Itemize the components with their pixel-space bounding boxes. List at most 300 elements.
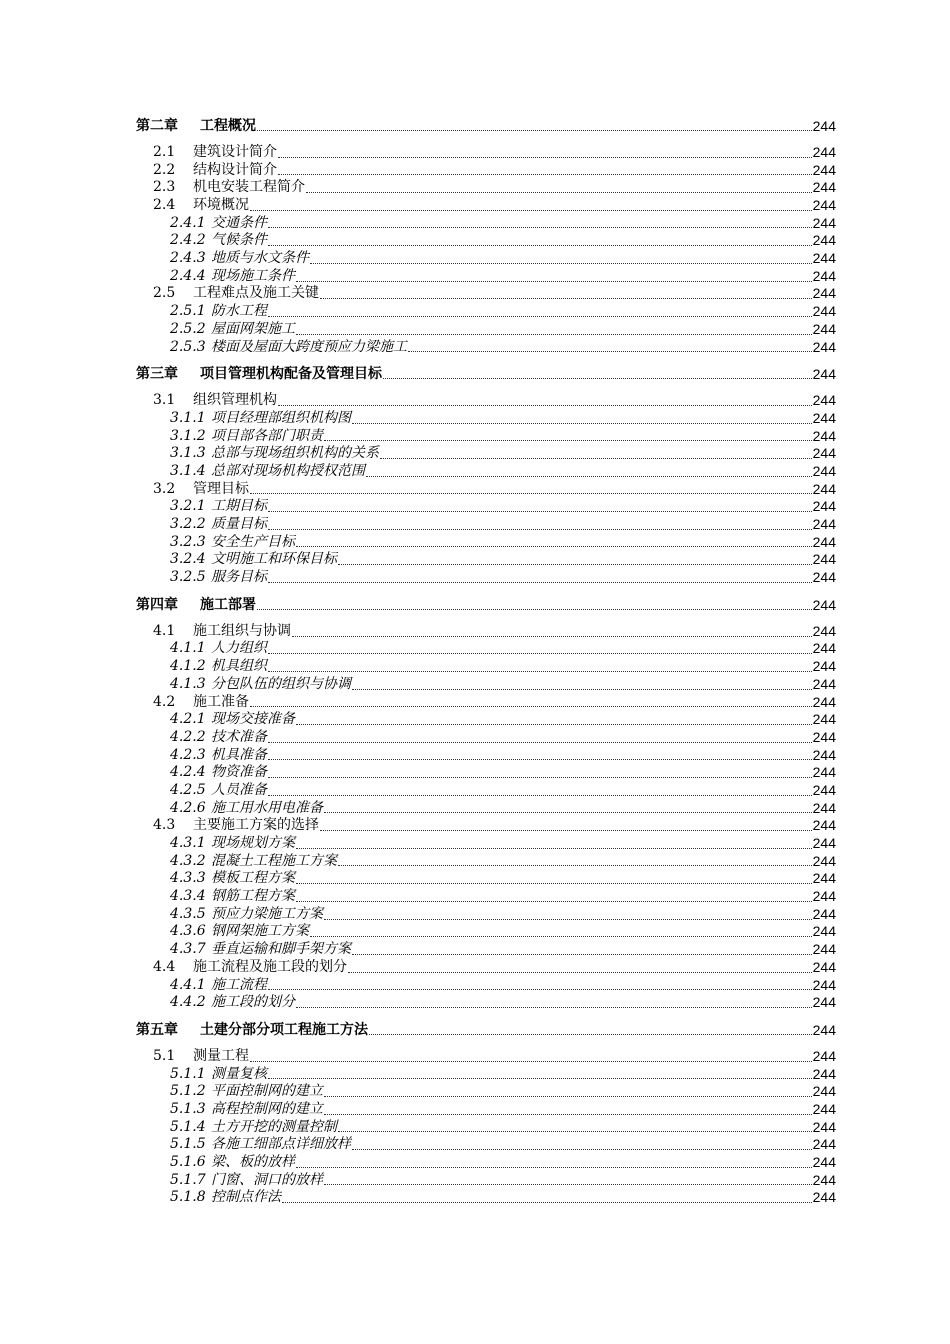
dot-leader xyxy=(268,988,812,990)
toc-entry-number: 4.2.1 xyxy=(170,711,206,728)
toc-entry-number: 2.5.3 xyxy=(170,338,206,355)
toc-entry-sub[interactable] xyxy=(136,303,836,321)
toc-entry-label xyxy=(136,365,382,383)
toc-entry-number: 5.1 xyxy=(153,1047,176,1064)
dot-leader xyxy=(268,1077,812,1079)
toc-entry-sec[interactable] xyxy=(136,162,836,180)
toc-entry-sec[interactable] xyxy=(136,197,836,215)
dot-leader xyxy=(268,510,812,512)
toc-entry-label xyxy=(136,1021,368,1039)
toc-entry-sub[interactable] xyxy=(136,428,836,446)
toc-entry-label xyxy=(170,658,267,676)
toc-entry-title: 钢筋工程方案 xyxy=(211,888,295,905)
dot-leader xyxy=(278,173,812,175)
toc-entry-title: 楼面及屋面大跨度预应力梁施工 xyxy=(211,338,407,355)
toc-entry-sub[interactable] xyxy=(136,764,836,782)
toc-entry-page-number: 244 xyxy=(812,161,836,178)
dot-leader xyxy=(352,422,812,424)
toc-entry-sec[interactable] xyxy=(136,1048,836,1066)
toc-entry-number: 4.1.1 xyxy=(170,640,206,657)
toc-entry-page-number: 244 xyxy=(812,1083,836,1100)
toc-entry-number: 第三章 xyxy=(136,366,178,383)
toc-entry-page-number: 244 xyxy=(812,1047,836,1064)
toc-entry-sub[interactable] xyxy=(136,1101,836,1119)
toc-entry-page-number: 244 xyxy=(812,1189,836,1206)
toc-entry-page-number: 244 xyxy=(812,596,836,613)
toc-entry-number: 4.3 xyxy=(153,817,176,834)
toc-entry-sub[interactable] xyxy=(136,268,836,286)
toc-entry-number: 2.1 xyxy=(153,143,176,160)
dot-leader xyxy=(352,953,812,955)
toc-entry-number: 4.2.3 xyxy=(170,746,206,763)
dot-leader xyxy=(324,1095,812,1097)
dot-leader xyxy=(268,244,812,246)
toc-entry-sub[interactable] xyxy=(136,870,836,888)
toc-entry-sub[interactable] xyxy=(136,941,836,959)
toc-entry-label xyxy=(170,676,351,694)
dot-leader xyxy=(257,129,812,131)
toc-entry-label xyxy=(153,959,347,977)
toc-entry-label xyxy=(153,817,319,835)
toc-entry-sub[interactable] xyxy=(136,800,836,818)
toc-entry-title: 现场规划方案 xyxy=(211,835,295,852)
toc-entry-number: 4.1.3 xyxy=(170,675,206,692)
toc-entry-page-number: 244 xyxy=(812,462,836,479)
dot-leader xyxy=(320,829,812,831)
toc-entry-sub[interactable] xyxy=(136,516,836,534)
dot-leader xyxy=(268,652,812,654)
toc-entry-number: 第二章 xyxy=(136,118,178,134)
toc-entry-title: 施工准备 xyxy=(193,693,249,710)
toc-entry-page-number: 244 xyxy=(812,320,836,337)
toc-entry-number: 3.2.1 xyxy=(170,498,206,515)
toc-entry-sub[interactable] xyxy=(136,994,836,1012)
toc-entry-title: 混凝土工程施工方案 xyxy=(211,852,337,869)
toc-entry-title: 总部与现场组织机构的关系 xyxy=(211,445,379,462)
toc-entry-number: 5.1.8 xyxy=(170,1189,206,1206)
toc-entry-title: 施工用水用电准备 xyxy=(211,799,323,816)
toc-entry-sub[interactable] xyxy=(136,1189,836,1207)
dot-leader xyxy=(348,971,812,973)
toc-entry-number: 4.3.6 xyxy=(170,923,206,940)
dot-leader xyxy=(369,1033,812,1035)
toc-entry-title: 门窗、洞口的放样 xyxy=(211,1171,323,1188)
dot-leader xyxy=(296,882,812,884)
toc-entry-title: 分包队伍的组织与协调 xyxy=(211,675,351,692)
toc-entry-title: 人员准备 xyxy=(211,781,267,798)
toc-entry-title: 项目经理部组织机构图 xyxy=(211,409,351,426)
toc-entry-page-number: 244 xyxy=(812,1100,836,1117)
toc-entry-title: 工期目标 xyxy=(211,498,267,515)
toc-entry-title: 工程概况 xyxy=(200,118,256,134)
toc-entry-label xyxy=(170,800,323,818)
dot-leader xyxy=(292,635,812,637)
toc-entry-number: 4.4 xyxy=(153,958,176,975)
toc-entry-number: 2.5.1 xyxy=(170,303,206,320)
toc-entry-page-number: 244 xyxy=(812,551,836,568)
dot-leader xyxy=(268,741,812,743)
dot-leader xyxy=(278,404,812,406)
toc-entry-page-number: 244 xyxy=(812,143,836,160)
toc-entry-number: 2.5.2 xyxy=(170,320,206,337)
toc-entry-title: 屋面网架施工 xyxy=(211,320,295,337)
toc-entry-page-number: 244 xyxy=(812,622,836,639)
toc-entry-title: 服务目标 xyxy=(211,569,267,586)
toc-entry-sec[interactable] xyxy=(136,286,836,304)
toc-entry-page-number: 244 xyxy=(812,1136,836,1153)
toc-entry-number: 2.5 xyxy=(153,285,176,302)
dot-leader xyxy=(250,209,812,211)
toc-entry-sub[interactable] xyxy=(136,924,836,942)
toc-entry-title: 施工段的划分 xyxy=(211,994,295,1011)
toc-entry-title: 施工部署 xyxy=(200,596,256,613)
toc-entry-number: 4.1.2 xyxy=(170,658,206,675)
toc-entry-sec[interactable] xyxy=(136,144,836,162)
dot-leader xyxy=(324,811,812,813)
toc-entry-number: 3.2.2 xyxy=(170,516,206,533)
toc-entry-sub[interactable] xyxy=(136,410,836,428)
toc-entry-title: 控制点作法 xyxy=(211,1189,281,1206)
toc-entry-label xyxy=(153,1048,249,1066)
toc-entry-label xyxy=(170,640,267,658)
toc-entry-sec[interactable] xyxy=(136,817,836,835)
toc-entry-title: 梁、板的放样 xyxy=(211,1154,295,1171)
toc-entry-number: 3.2.5 xyxy=(170,569,206,586)
toc-entry-title: 预应力梁施工方案 xyxy=(211,905,323,922)
toc-entry-label xyxy=(170,764,267,782)
toc-entry-number: 2.4.3 xyxy=(170,250,206,267)
toc-entry-number: 3.2.4 xyxy=(170,551,206,568)
toc-entry-title: 物资准备 xyxy=(211,764,267,781)
toc-entry-number: 5.1.5 xyxy=(170,1136,206,1153)
toc-entry-title: 管理目标 xyxy=(193,480,249,497)
toc-entry-label xyxy=(170,516,267,534)
table-of-contents xyxy=(136,117,836,1207)
toc-entry-page-number: 244 xyxy=(812,746,836,763)
toc-entry-title: 主要施工方案的选择 xyxy=(193,817,319,834)
dot-leader xyxy=(268,581,812,583)
toc-entry-sub[interactable] xyxy=(136,445,836,463)
toc-entry-title: 土建分部分项工程施工方法 xyxy=(200,1021,368,1038)
dot-leader xyxy=(306,191,812,193)
toc-entry-page-number: 244 xyxy=(812,232,836,249)
toc-entry-title: 垂直运输和脚手架方案 xyxy=(211,941,351,958)
toc-entry-page-number: 244 xyxy=(812,285,836,302)
toc-entry-sub[interactable] xyxy=(136,906,836,924)
toc-entry-title: 环境概况 xyxy=(193,197,249,214)
dot-leader xyxy=(257,608,812,610)
toc-entry-number: 3.1.1 xyxy=(170,409,206,426)
toc-entry-label xyxy=(153,197,249,215)
toc-entry-chapter[interactable] xyxy=(136,1021,836,1039)
toc-entry-page-number: 244 xyxy=(812,179,836,196)
toc-entry-label xyxy=(170,410,351,428)
toc-entry-number: 5.1.4 xyxy=(170,1118,206,1135)
dot-leader xyxy=(250,705,812,707)
toc-entry-label xyxy=(170,268,295,286)
toc-entry-number: 4.3.7 xyxy=(170,941,206,958)
toc-entry-sec[interactable] xyxy=(136,392,836,410)
toc-entry-page-number: 244 xyxy=(812,941,836,958)
toc-entry-sub[interactable] xyxy=(136,463,836,481)
toc-entry-title: 各施工细部点详细放样 xyxy=(211,1136,351,1153)
toc-entry-title: 质量目标 xyxy=(211,516,267,533)
dot-leader xyxy=(250,492,812,494)
toc-entry-label xyxy=(170,1172,323,1190)
toc-entry-page-number: 244 xyxy=(812,994,836,1011)
dot-leader xyxy=(320,297,812,299)
toc-entry-number: 4.2.6 xyxy=(170,799,206,816)
toc-entry-title: 机具准备 xyxy=(211,746,267,763)
toc-entry-number: 3.1.3 xyxy=(170,445,206,462)
toc-entry-title: 防水工程 xyxy=(211,303,267,320)
toc-entry-label xyxy=(170,977,267,995)
dot-leader xyxy=(282,1201,812,1203)
toc-entry-title: 施工流程 xyxy=(211,976,267,993)
dot-leader xyxy=(324,439,812,441)
toc-entry-title: 结构设计简介 xyxy=(193,161,277,178)
toc-entry-sec[interactable] xyxy=(136,623,836,641)
toc-entry-page-number: 244 xyxy=(812,799,836,816)
toc-entry-sub[interactable] xyxy=(136,1119,836,1137)
dot-leader xyxy=(268,528,812,530)
toc-entry-sec[interactable] xyxy=(136,179,836,197)
toc-entry-label xyxy=(153,285,319,303)
toc-entry-page-number: 244 xyxy=(812,366,836,383)
toc-entry-sub[interactable] xyxy=(136,250,836,268)
toc-entry-sub[interactable] xyxy=(136,1154,836,1172)
toc-entry-number: 第四章 xyxy=(136,596,178,613)
toc-entry-sub[interactable] xyxy=(136,339,836,357)
toc-entry-sub[interactable] xyxy=(136,888,836,906)
dot-leader xyxy=(268,776,812,778)
toc-entry-label xyxy=(170,498,267,516)
toc-entry-title: 施工组织与协调 xyxy=(193,622,291,639)
toc-entry-page-number: 244 xyxy=(812,250,836,267)
dot-leader xyxy=(324,1183,812,1185)
toc-entry-title: 现场施工条件 xyxy=(211,267,295,284)
toc-entry-page-number: 244 xyxy=(812,533,836,550)
toc-entry-label xyxy=(153,144,277,162)
dot-leader xyxy=(338,864,812,866)
toc-entry-label xyxy=(170,1119,337,1137)
toc-entry-label xyxy=(170,870,295,888)
toc-entry-page-number: 244 xyxy=(812,445,836,462)
toc-entry-chapter[interactable] xyxy=(136,365,836,383)
toc-entry-page-number: 244 xyxy=(812,569,836,586)
toc-entry-page-number: 244 xyxy=(812,658,836,675)
toc-entry-number: 4.1 xyxy=(153,622,176,639)
toc-entry-label xyxy=(170,534,295,552)
toc-entry-sub[interactable] xyxy=(136,676,836,694)
toc-entry-label xyxy=(170,1101,323,1119)
toc-entry-page-number: 244 xyxy=(812,958,836,975)
toc-entry-page-number: 244 xyxy=(812,267,836,284)
dot-leader xyxy=(338,563,812,565)
toc-entry-page-number: 244 xyxy=(812,392,836,409)
toc-entry-sub[interactable] xyxy=(136,321,836,339)
toc-entry-sub[interactable] xyxy=(136,641,836,659)
toc-entry-label xyxy=(153,623,291,641)
toc-entry-label xyxy=(153,179,305,197)
dot-leader xyxy=(338,1130,812,1132)
dot-leader xyxy=(380,457,812,459)
toc-entry-page-number: 244 xyxy=(812,905,836,922)
toc-entry-number: 4.2 xyxy=(153,693,176,710)
toc-entry-sub[interactable] xyxy=(136,853,836,871)
toc-entry-sub[interactable] xyxy=(136,711,836,729)
toc-entry-label xyxy=(170,569,267,587)
dot-leader xyxy=(268,758,812,760)
toc-entry-number: 4.2.5 xyxy=(170,781,206,798)
toc-entry-page-number: 244 xyxy=(812,214,836,231)
toc-entry-sub[interactable] xyxy=(136,1083,836,1101)
toc-entry-sub[interactable] xyxy=(136,1066,836,1084)
toc-entry-page-number: 244 xyxy=(812,197,836,214)
toc-entry-number: 5.1.1 xyxy=(170,1065,206,1082)
toc-entry-page-number: 244 xyxy=(812,640,836,657)
dot-leader xyxy=(324,1113,812,1115)
toc-entry-label xyxy=(170,428,323,446)
toc-entry-title: 文明施工和环保目标 xyxy=(211,551,337,568)
toc-entry-title: 高程控制网的建立 xyxy=(211,1100,323,1117)
toc-entry-page-number: 244 xyxy=(812,764,836,781)
dot-leader xyxy=(408,350,812,352)
toc-entry-title: 地质与水文条件 xyxy=(211,250,309,267)
toc-entry-sub[interactable] xyxy=(136,534,836,552)
toc-entry-page-number: 244 xyxy=(812,118,836,134)
toc-entry-title: 机具组织 xyxy=(211,658,267,675)
dot-leader xyxy=(268,315,812,317)
toc-entry-number: 5.1.3 xyxy=(170,1100,206,1117)
dot-leader xyxy=(296,545,812,547)
toc-entry-title: 安全生产目标 xyxy=(211,533,295,550)
toc-entry-sub[interactable] xyxy=(136,569,836,587)
toc-entry-number: 5.1.2 xyxy=(170,1083,206,1100)
toc-entry-label xyxy=(170,1066,267,1084)
toc-entry-title: 交通条件 xyxy=(211,214,267,231)
toc-entry-page-number: 244 xyxy=(812,781,836,798)
toc-entry-title: 工程难点及施工关键 xyxy=(193,285,319,302)
toc-entry-number: 4.4.2 xyxy=(170,994,206,1011)
dot-leader xyxy=(296,280,812,282)
toc-entry-title: 测量复核 xyxy=(211,1065,267,1082)
toc-entry-sub[interactable] xyxy=(136,747,836,765)
toc-entry-number: 3.2.3 xyxy=(170,533,206,550)
toc-entry-number: 4.4.1 xyxy=(170,976,206,993)
toc-entry-chapter[interactable] xyxy=(136,596,836,614)
toc-entry-number: 2.4.1 xyxy=(170,214,206,231)
toc-entry-label xyxy=(170,1154,295,1172)
toc-entry-sub[interactable] xyxy=(136,782,836,800)
toc-entry-sub[interactable] xyxy=(136,232,836,250)
toc-entry-label xyxy=(136,596,256,614)
toc-entry-label xyxy=(170,711,295,729)
dot-leader xyxy=(278,156,812,158)
toc-entry-page-number: 244 xyxy=(812,870,836,887)
toc-entry-sub[interactable] xyxy=(136,215,836,233)
dot-leader xyxy=(296,1166,812,1168)
toc-entry-label xyxy=(136,117,256,135)
toc-entry-label xyxy=(170,888,295,906)
toc-entry-page-number: 244 xyxy=(812,1118,836,1135)
toc-entry-number: 2.4.4 xyxy=(170,267,206,284)
toc-entry-title: 测量工程 xyxy=(193,1047,249,1064)
toc-entry-sub[interactable] xyxy=(136,977,836,995)
toc-entry-title: 建筑设计简介 xyxy=(193,143,277,160)
toc-entry-sec[interactable] xyxy=(136,481,836,499)
dot-leader xyxy=(268,226,812,228)
toc-entry-chapter[interactable] xyxy=(136,117,836,135)
toc-entry-title: 模板工程方案 xyxy=(211,870,295,887)
toc-entry-label xyxy=(170,232,267,250)
toc-entry-sub[interactable] xyxy=(136,1172,836,1190)
dot-leader xyxy=(366,475,812,477)
toc-entry-title: 机电安装工程简介 xyxy=(193,179,305,196)
toc-entry-label xyxy=(170,994,295,1012)
toc-entry-page-number: 244 xyxy=(812,516,836,533)
toc-entry-label xyxy=(170,339,407,357)
toc-entry-number: 3.1.4 xyxy=(170,462,206,479)
toc-entry-number: 3.1.2 xyxy=(170,427,206,444)
dot-leader xyxy=(352,688,812,690)
toc-entry-sec[interactable] xyxy=(136,959,836,977)
toc-entry-label xyxy=(170,853,337,871)
toc-entry-number: 2.2 xyxy=(153,161,176,178)
toc-entry-number: 2.4 xyxy=(153,197,176,214)
toc-entry-page-number: 244 xyxy=(812,693,836,710)
toc-entry-sub[interactable] xyxy=(136,658,836,676)
toc-entry-label xyxy=(153,694,249,712)
toc-entry-label xyxy=(170,923,309,941)
toc-entry-label xyxy=(170,321,295,339)
toc-entry-sub[interactable] xyxy=(136,498,836,516)
dot-leader xyxy=(310,262,812,264)
toc-entry-page-number: 244 xyxy=(812,711,836,728)
toc-entry-label xyxy=(170,551,337,569)
toc-entry-page-number: 244 xyxy=(812,409,836,426)
toc-entry-sec[interactable] xyxy=(136,694,836,712)
toc-entry-number: 第五章 xyxy=(136,1021,178,1038)
toc-entry-page-number: 244 xyxy=(812,728,836,745)
toc-entry-title: 现场交接准备 xyxy=(211,711,295,728)
dot-leader xyxy=(296,1006,812,1008)
toc-entry-title: 技术准备 xyxy=(211,728,267,745)
toc-entry-label xyxy=(170,1083,323,1101)
toc-entry-label xyxy=(153,392,277,410)
toc-entry-label xyxy=(170,1189,281,1207)
toc-entry-label xyxy=(153,481,249,499)
toc-entry-sub[interactable] xyxy=(136,551,836,569)
toc-entry-number: 4.2.2 xyxy=(170,728,206,745)
toc-entry-sub[interactable] xyxy=(136,729,836,747)
toc-entry-label xyxy=(170,215,267,233)
dot-leader xyxy=(324,918,812,920)
dot-leader xyxy=(296,333,812,335)
toc-entry-page-number: 244 xyxy=(812,817,836,834)
toc-entry-label xyxy=(170,463,365,481)
toc-entry-sub[interactable] xyxy=(136,1136,836,1154)
dot-leader xyxy=(310,935,812,937)
toc-entry-label xyxy=(170,941,351,959)
toc-entry-page-number: 244 xyxy=(812,675,836,692)
toc-entry-label xyxy=(153,162,277,180)
toc-entry-title: 总部对现场机构授权范围 xyxy=(211,462,365,479)
toc-entry-label xyxy=(170,906,323,924)
toc-entry-label xyxy=(170,445,379,463)
toc-entry-sub[interactable] xyxy=(136,835,836,853)
dot-leader xyxy=(383,377,812,379)
